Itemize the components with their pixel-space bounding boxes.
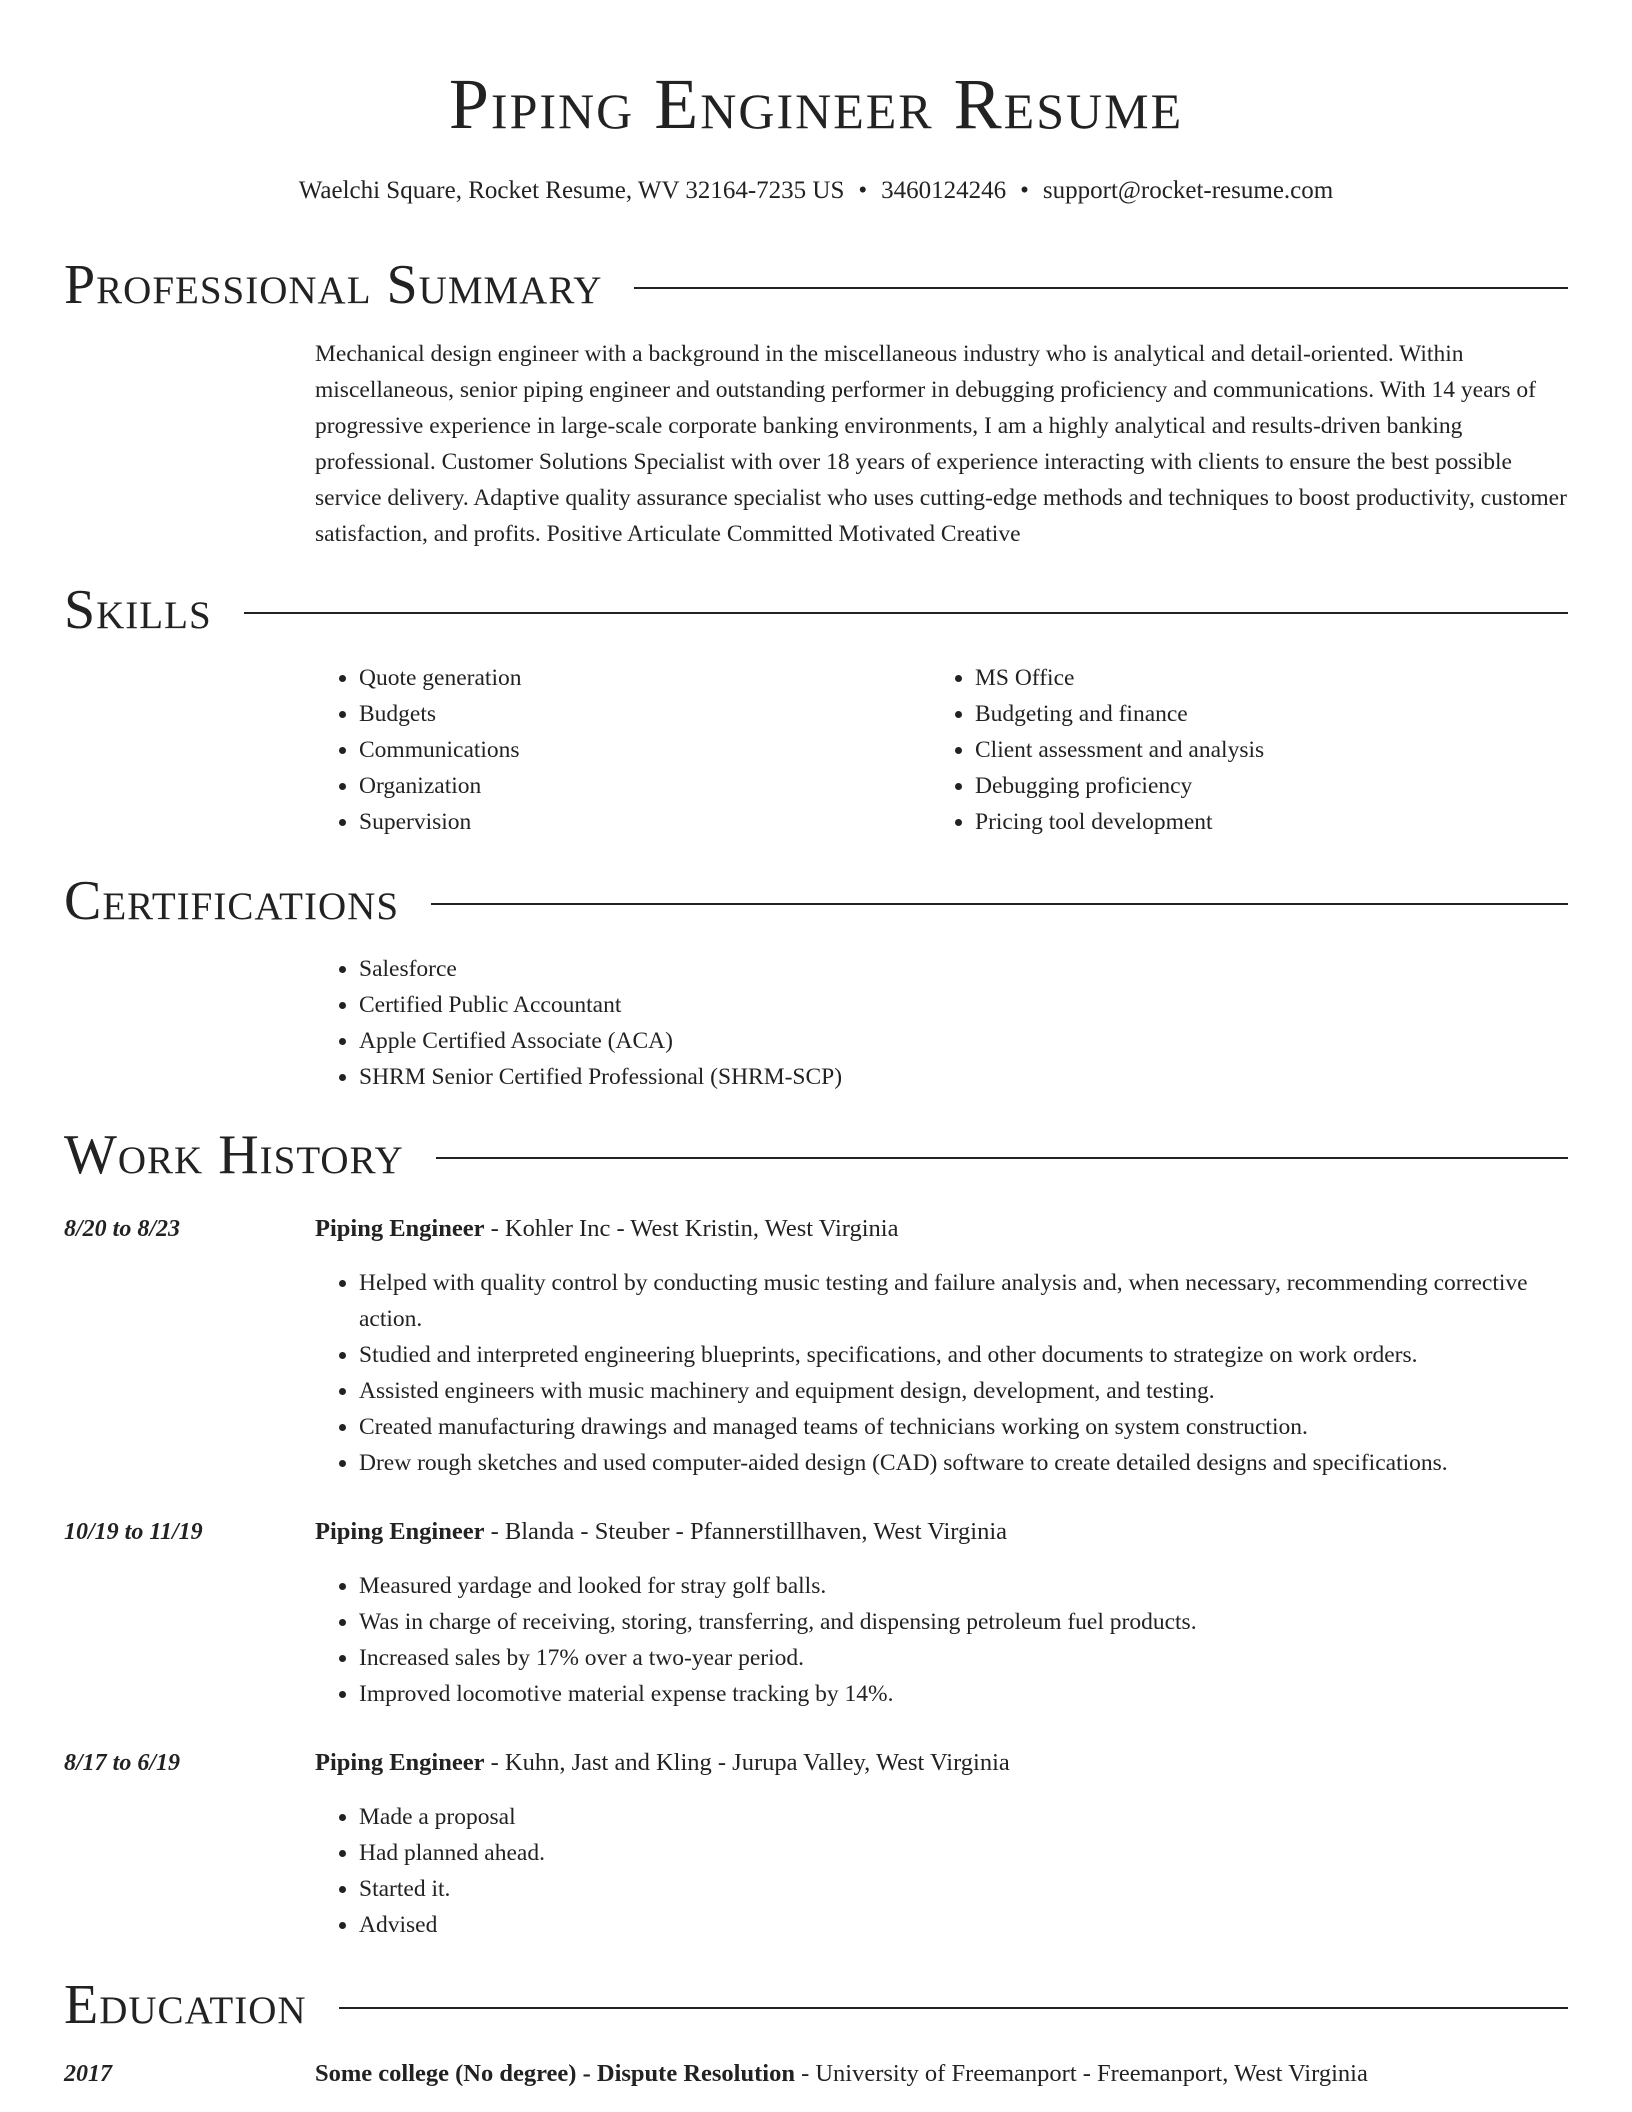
job-title-line [315, 1514, 1568, 1550]
job-bullet-item: • Started it. [359, 1871, 1568, 1907]
section-title-education: Education [64, 1974, 307, 2036]
certification-item: • Apple Certified Associate (ACA) [359, 1023, 1568, 1059]
separator-dot: • [1020, 177, 1029, 204]
contact-phone: 3460124246 [881, 177, 1007, 204]
job-bullet-item: • Assisted engineers with music machinery and equipment design, development, and testing. [359, 1373, 1568, 1409]
education-degree: Some college (No degree) - Dispute Resolution [315, 2060, 795, 2087]
skill-item: • Supervision [359, 804, 915, 840]
section-title-work: Work History [64, 1124, 404, 1186]
contact-line [0, 174, 1632, 208]
section-title-summary: Professional Summary [64, 254, 603, 316]
job-bullets [315, 1568, 1568, 1712]
section-header-certifications [64, 868, 1568, 934]
job-role: Piping Engineer [315, 1518, 485, 1545]
skill-item: • Quote generation [359, 660, 915, 696]
skill-item: • Budgeting and finance [975, 696, 1531, 732]
section-title-skills: Skills [64, 579, 212, 641]
job-title-line [315, 1211, 1568, 1247]
skill-item: • Client assessment and analysis [975, 732, 1531, 768]
job-bullet-item: • Measured yardage and looked for stray golf balls. [359, 1568, 1568, 1604]
job-bullets-block [315, 1799, 1568, 1943]
education-line [315, 2056, 1568, 2092]
job-title-line [315, 1745, 1568, 1781]
contact-email: support@rocket-resume.com [1042, 177, 1334, 204]
summary-text: Mechanical design engineer with a background in the miscellaneous industry who is analytical and detail-oriented. Within miscellaneous, senior piping engineer and outstanding performer in debugging proficiency and communications. With 14 years of progressive experience in large-scale corporate banking environments, I am a highly analytical and results-driven banking professional. Customer Solutions Specialist with over 18 years of experience interacting with clients to ensure the best possible service delivery. Adaptive quality assurance specialist who uses cutting-edge methods and techniques to boost productivity, customer satisfaction, and profits. Positive Articulate Committed Motivated Creative [315, 341, 1567, 547]
skill-item: • Budgets [359, 696, 915, 732]
job-details: - Kohler Inc - West Kristin, West Virginia [484, 1215, 899, 1242]
job-bullet-item: • Improved locomotive material expense tracking by 14%. [359, 1676, 1568, 1712]
certifications-list [315, 951, 1568, 1095]
skill-item: • Communications [359, 732, 915, 768]
job-bullet-item: • Made a proposal [359, 1799, 1568, 1835]
skill-item: • MS Office [975, 660, 1531, 696]
job-bullets-block [315, 1265, 1568, 1481]
job-bullets [315, 1799, 1568, 1943]
job-bullet-item: • Created manufacturing drawings and managed teams of technicians working on system construction. [359, 1409, 1568, 1445]
section-divider [634, 287, 1568, 289]
section-divider [244, 612, 1568, 614]
section-divider [431, 903, 1568, 905]
job-bullet-item: • Advised [359, 1907, 1568, 1943]
job-bullet-item: • Had planned ahead. [359, 1835, 1568, 1871]
job-bullet-item: • Was in charge of receiving, storing, transferring, and dispensing petroleum fuel products. [359, 1604, 1568, 1640]
contact-address: Waelchi Square, Rocket Resume, WV 32164-7235 US [298, 177, 845, 204]
skills-left-column [315, 660, 915, 840]
education-year: 2017 [64, 2061, 112, 2087]
job-bullets-block [315, 1568, 1568, 1712]
job-bullet-item: • Studied and interpreted engineering blueprints, specifications, and other documents to strategize on work orders. [359, 1337, 1568, 1373]
skills-right-column [931, 660, 1531, 840]
section-divider [339, 2007, 1568, 2009]
section-header-work [64, 1122, 1568, 1188]
job-dates: 10/19 to 11/19 [64, 1519, 203, 1545]
skill-item: • Organization [359, 768, 915, 804]
resume-title: Piping Engineer Resume [448, 64, 1184, 144]
job-dates: 8/20 to 8/23 [64, 1216, 181, 1242]
section-divider [436, 1157, 1568, 1159]
certification-item: • Certified Public Accountant [359, 987, 1568, 1023]
skills-list-right [931, 660, 1531, 840]
certification-item: • SHRM Senior Certified Professional (SHRM-SCP) [359, 1059, 1568, 1095]
job-details: - Blanda - Steuber - Pfannerstillhaven, West Virginia [484, 1518, 1007, 1545]
section-header-summary [64, 252, 1568, 318]
certification-item: • Salesforce [359, 951, 1568, 987]
certifications-block [315, 951, 1568, 1095]
section-header-skills [64, 577, 1568, 643]
section-title-certifications: Certifications [64, 870, 400, 932]
section-header-education [64, 1972, 1568, 2038]
skills-list-left [315, 660, 915, 840]
job-role: Piping Engineer [315, 1215, 485, 1242]
skill-item: • Debugging proficiency [975, 768, 1531, 804]
job-bullets [315, 1265, 1568, 1481]
job-bullet-item: • Helped with quality control by conducting music testing and failure analysis and, when necessary, recommending corrective action. [359, 1265, 1568, 1337]
job-bullet-item: • Increased sales by 17% over a two-year period. [359, 1640, 1568, 1676]
skill-item: • Pricing tool development [975, 804, 1531, 840]
job-role: Piping Engineer [315, 1749, 485, 1776]
job-bullet-item: • Drew rough sketches and used computer-aided design (CAD) software to create detailed designs and specifications. [359, 1445, 1568, 1481]
education-details: - University of Freemanport - Freemanport, West Virginia [794, 2060, 1368, 2087]
job-details: - Kuhn, Jast and Kling - Jurupa Valley, West Virginia [484, 1749, 1010, 1776]
job-dates: 8/17 to 6/19 [64, 1750, 181, 1776]
separator-dot: • [858, 177, 868, 204]
